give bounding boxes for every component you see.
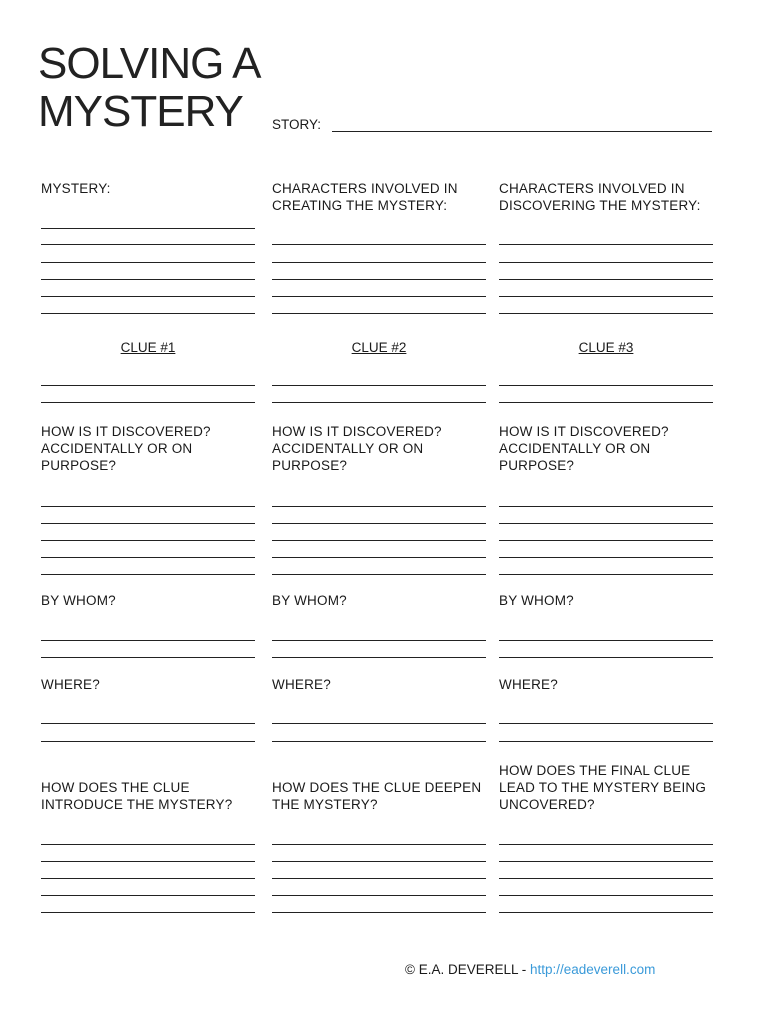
blank-line-final-col-2-5[interactable] <box>272 912 486 913</box>
blank-line-top-col-3-1[interactable] <box>499 244 713 245</box>
blank-line-how-discovered-col-1-5[interactable] <box>41 574 255 575</box>
footer-credit <box>405 962 655 977</box>
blank-line-top-col-1-3[interactable] <box>41 262 255 263</box>
blank-line-final-col-3-3[interactable] <box>499 878 713 879</box>
clue-2-heading: CLUE #2 <box>351 340 407 355</box>
worksheet-title <box>38 40 261 136</box>
blank-line-how-discovered-col-1-4[interactable] <box>41 557 255 558</box>
blank-line-final-col-3-5[interactable] <box>499 912 713 913</box>
blank-line-final-col-1-3[interactable] <box>41 878 255 879</box>
blank-line-top-col-2-2[interactable] <box>272 262 486 263</box>
blank-line-top-col-3-4[interactable] <box>499 296 713 297</box>
title-line-1: SOLVING A <box>38 39 261 88</box>
blank-line-how-discovered-col-2-1[interactable] <box>272 506 486 507</box>
blank-line-final-col-3-4[interactable] <box>499 895 713 896</box>
blank-line-how-discovered-col-1-2[interactable] <box>41 523 255 524</box>
blank-line-how-discovered-col-2-2[interactable] <box>272 523 486 524</box>
creating-characters-label: CHARACTERS INVOLVED IN CREATING THE MYSTERY: <box>272 181 458 213</box>
blank-line-final-col-2-3[interactable] <box>272 878 486 879</box>
blank-line-final-col-3-2[interactable] <box>499 861 713 862</box>
blank-line-how-discovered-col-1-3[interactable] <box>41 540 255 541</box>
blank-line-how-discovered-col-2-3[interactable] <box>272 540 486 541</box>
blank-line-by-whom-col-3-1[interactable] <box>499 640 713 641</box>
blank-line-top-col-1-2[interactable] <box>41 244 255 245</box>
blank-line-top-col-3-2[interactable] <box>499 262 713 263</box>
blank-line-clue-col-2-2[interactable] <box>272 402 486 403</box>
blank-line-clue-col-1-2[interactable] <box>41 402 255 403</box>
blank-line-final-col-3-1[interactable] <box>499 844 713 845</box>
clue-1-heading: CLUE #1 <box>120 340 176 355</box>
blank-line-how-discovered-col-3-5[interactable] <box>499 574 713 575</box>
story-label: STORY: <box>272 117 322 132</box>
blank-line-final-col-1-2[interactable] <box>41 861 255 862</box>
footer-link[interactable]: http://eadeverell.com <box>530 962 656 977</box>
clue-3-where: WHERE? <box>499 677 558 692</box>
blank-line-top-col-2-3[interactable] <box>272 279 486 280</box>
clue-1-where: WHERE? <box>41 677 100 692</box>
blank-line-top-col-1-1[interactable] <box>41 228 255 229</box>
blank-line-how-discovered-col-3-4[interactable] <box>499 557 713 558</box>
blank-line-final-col-2-1[interactable] <box>272 844 486 845</box>
clue-3-how-discovered: HOW IS IT DISCOVERED? ACCIDENTALLY OR ON PURPOSE? <box>499 424 669 473</box>
clue-2-by-whom: BY WHOM? <box>272 593 347 608</box>
blank-line-clue-col-1-1[interactable] <box>41 385 255 386</box>
blank-line-top-col-2-1[interactable] <box>272 244 486 245</box>
clue-2-where: WHERE? <box>272 677 331 692</box>
story-blank[interactable] <box>332 131 712 132</box>
title-line-2: MYSTERY <box>38 87 243 136</box>
blank-line-where-col-3-2[interactable] <box>499 741 713 742</box>
blank-line-how-discovered-col-2-5[interactable] <box>272 574 486 575</box>
blank-line-top-col-3-5[interactable] <box>499 313 713 314</box>
blank-line-top-col-2-5[interactable] <box>272 313 486 314</box>
blank-line-where-col-1-1[interactable] <box>41 723 255 724</box>
blank-line-how-discovered-col-2-4[interactable] <box>272 557 486 558</box>
blank-line-how-discovered-col-3-3[interactable] <box>499 540 713 541</box>
blank-line-top-col-2-4[interactable] <box>272 296 486 297</box>
blank-line-where-col-2-2[interactable] <box>272 741 486 742</box>
clue-1-how-discovered: HOW IS IT DISCOVERED? ACCIDENTALLY OR ON PURPOSE? <box>41 424 211 473</box>
blank-line-by-whom-col-3-2[interactable] <box>499 657 713 658</box>
blank-line-where-col-1-2[interactable] <box>41 741 255 742</box>
blank-line-final-col-1-1[interactable] <box>41 844 255 845</box>
blank-line-final-col-1-4[interactable] <box>41 895 255 896</box>
blank-line-how-discovered-col-1-1[interactable] <box>41 506 255 507</box>
clue-3-heading: CLUE #3 <box>578 340 634 355</box>
blank-line-clue-col-3-1[interactable] <box>499 385 713 386</box>
blank-line-how-discovered-col-3-1[interactable] <box>499 506 713 507</box>
blank-line-how-discovered-col-3-2[interactable] <box>499 523 713 524</box>
blank-line-top-col-1-4[interactable] <box>41 279 255 280</box>
discovering-characters-label: CHARACTERS INVOLVED IN DISCOVERING THE MYSTERY: <box>499 181 701 213</box>
clue-1-final-question: HOW DOES THE CLUE INTRODUCE THE MYSTERY? <box>41 780 233 812</box>
mystery-label: MYSTERY: <box>41 181 111 196</box>
clue-3-by-whom: BY WHOM? <box>499 593 574 608</box>
blank-line-by-whom-col-1-1[interactable] <box>41 640 255 641</box>
clue-1-by-whom: BY WHOM? <box>41 593 116 608</box>
blank-line-by-whom-col-2-1[interactable] <box>272 640 486 641</box>
blank-line-where-col-2-1[interactable] <box>272 723 486 724</box>
footer-credit-text: © E.A. DEVERELL - <box>405 962 530 977</box>
blank-line-where-col-3-1[interactable] <box>499 723 713 724</box>
blank-line-top-col-3-3[interactable] <box>499 279 713 280</box>
clue-2-how-discovered: HOW IS IT DISCOVERED? ACCIDENTALLY OR ON PURPOSE? <box>272 424 442 473</box>
blank-line-clue-col-2-1[interactable] <box>272 385 486 386</box>
blank-line-final-col-1-5[interactable] <box>41 912 255 913</box>
blank-line-by-whom-col-1-2[interactable] <box>41 657 255 658</box>
clue-3-final-question: HOW DOES THE FINAL CLUE LEAD TO THE MYSTERY BEING UNCOVERED? <box>499 763 707 812</box>
blank-line-by-whom-col-2-2[interactable] <box>272 657 486 658</box>
blank-line-top-col-1-6[interactable] <box>41 313 255 314</box>
blank-line-final-col-2-2[interactable] <box>272 861 486 862</box>
blank-line-final-col-2-4[interactable] <box>272 895 486 896</box>
blank-line-top-col-1-5[interactable] <box>41 296 255 297</box>
blank-line-clue-col-3-2[interactable] <box>499 402 713 403</box>
clue-2-final-question: HOW DOES THE CLUE DEEPEN THE MYSTERY? <box>272 780 482 812</box>
